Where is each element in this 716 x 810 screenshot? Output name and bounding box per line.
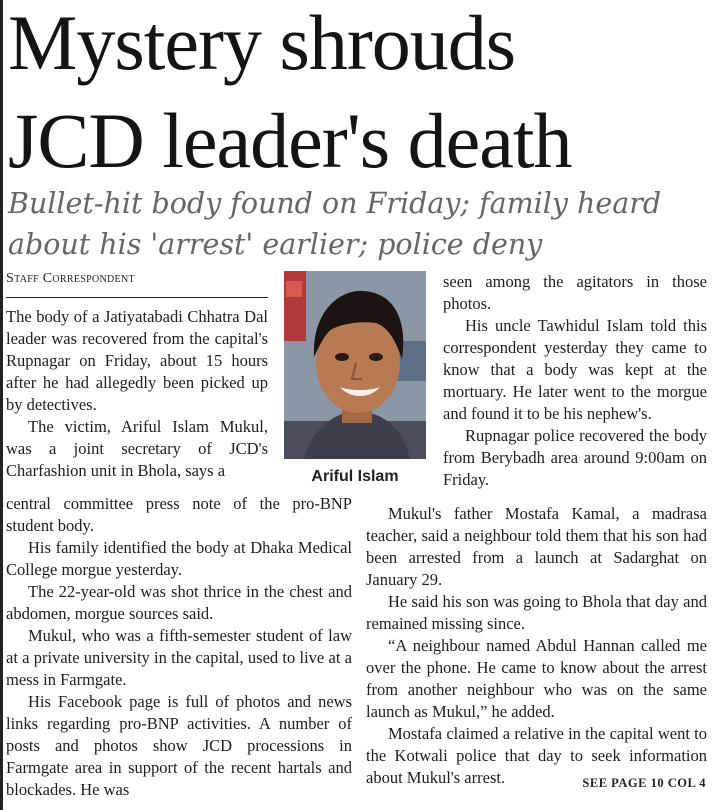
- column-2-bottom: [366, 503, 707, 789]
- paragraph: The 22-year-old was shot thrice in the chest and abdomen, morgue sources said.: [6, 582, 352, 623]
- column-1-bottom: [6, 493, 352, 801]
- paragraph: The victim, Ariful Islam Mukul, was a joint secretary of JCD's Charfashion unit in Bhola, says a: [6, 417, 268, 480]
- paragraph: Mukul, who was a fifth-semester student of law at a private university in the capital, used to live at a mess in Farmgate.: [6, 626, 352, 689]
- paragraph: His family identified the body at Dhaka Medical College morgue yesterday.: [6, 538, 352, 579]
- deck-subheadline: [8, 183, 712, 265]
- paragraph: central committee press note of the pro-BNP student body.: [6, 494, 352, 535]
- paragraph: Rupnagar police recovered the body from Berybadh area around 9:00am on Friday.: [443, 426, 707, 489]
- paragraph: “A neighbour named Abdul Hannan called me over the phone. He came to know about the arrest from another neighbour who was on the same launch as Mukul,” he added.: [366, 636, 707, 721]
- headline-line-2: JCD leader's death: [8, 97, 572, 184]
- paragraph: The body of a Jatiyatabadi Chhatra Dal leader was recovered from the capital's Rupnagar on Friday, about 15 hours after he had allegedly been picked up by detectives.: [6, 307, 268, 414]
- headline-line-1: Mystery shrouds: [8, 0, 516, 86]
- paragraph: He said his son was going to Bhola that day and remained missing since.: [366, 592, 707, 633]
- portrait-photo: [284, 271, 426, 459]
- column-2-top: [443, 271, 707, 491]
- page-edge-rule: [0, 0, 3, 810]
- column-1-top: [6, 306, 268, 482]
- paragraph: Mukul's father Mostafa Kamal, a madrasa teacher, said a neighbour told them that his son had been arrested from a launch at Sadarghat on January 29.: [366, 504, 707, 589]
- portrait-image: [284, 271, 426, 459]
- byline: Staff Correspondent: [6, 271, 268, 298]
- photo-caption: Ariful Islam: [311, 468, 399, 485]
- paragraph: His Facebook page is full of photos and news links regarding pro-BNP activities. A number of posts and photos show JCD processions in Farmgate area in support of the recent hartals and blockades. He was: [6, 692, 352, 799]
- headline: [8, 0, 712, 190]
- continued-on-page-link[interactable]: SEE PAGE 10 COL 4: [582, 776, 706, 790]
- paragraph: His uncle Tawhidul Islam told this correspondent yesterday they came to know that a body was kept at the mortuary. He later went to the morgue and found it to be his nephew's.: [443, 316, 707, 423]
- paragraph: seen among the agitators in those photos.: [443, 272, 707, 313]
- deck-line-1: Bullet-hit body found on Friday; family heard: [8, 187, 662, 220]
- deck-line-2: about his 'arrest' earlier; police deny: [8, 228, 543, 261]
- paragraph: Mostafa claimed a relative in the capital went to the Kotwali police that day to seek information about Mukul's arrest.: [366, 724, 707, 787]
